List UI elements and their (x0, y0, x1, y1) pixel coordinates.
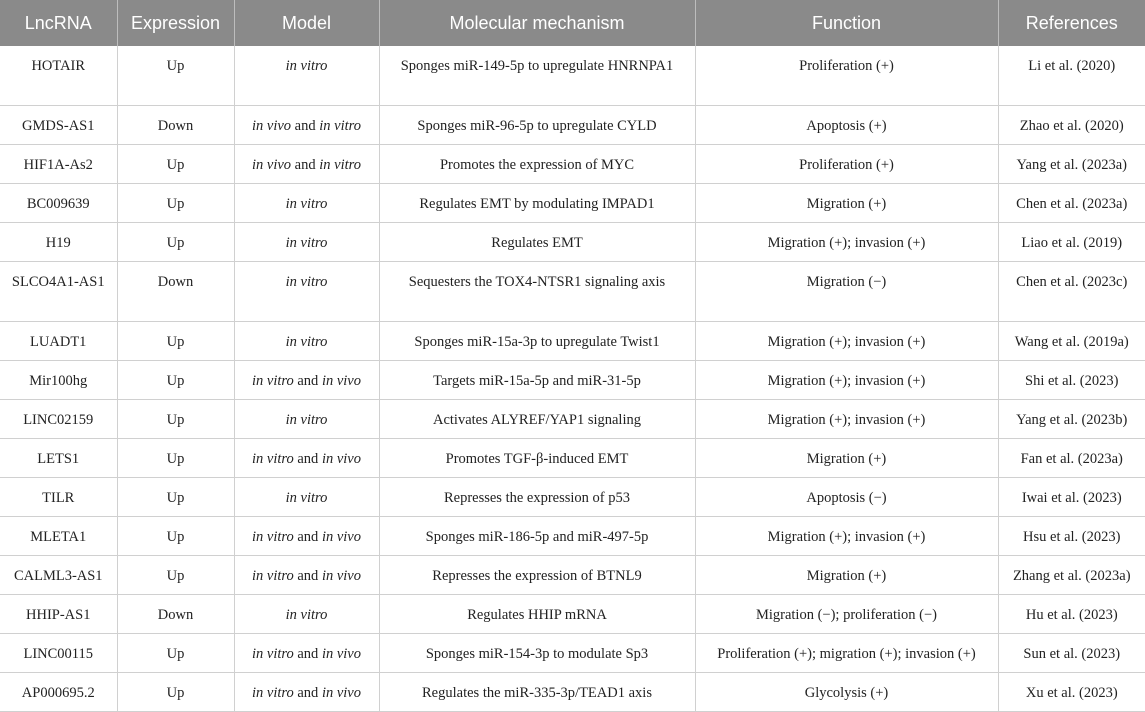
table-row (0, 517, 1145, 556)
model-connector: and (293, 373, 322, 389)
cell-lncrna: H19 (0, 223, 117, 262)
cell-model (234, 517, 379, 556)
cell-reference: Li et al. (2020) (998, 46, 1145, 106)
model-term: in vivo (251, 157, 292, 173)
table-row (0, 262, 1145, 322)
cell-model (234, 634, 379, 673)
cell-function: Proliferation (+) (695, 46, 998, 106)
cell-mechanism: Sequesters the TOX4-NTSR1 signaling axis (379, 262, 695, 322)
cell-lncrna: HOTAIR (0, 46, 117, 106)
cell-mechanism: Regulates EMT by modulating IMPAD1 (379, 184, 695, 223)
model-term: in vitro (251, 685, 294, 701)
cell-function: Migration (+); invasion (+) (695, 361, 998, 400)
cell-mechanism: Promotes TGF-β-induced EMT (379, 439, 695, 478)
cell-function: Migration (+) (695, 184, 998, 223)
cell-expression: Up (117, 556, 234, 595)
model-term: in vitro (251, 373, 294, 389)
cell-lncrna: SLCO4A1-AS1 (0, 262, 117, 322)
cell-lncrna: HIF1A-As2 (0, 145, 117, 184)
cell-model (234, 361, 379, 400)
model-term: in vivo (321, 529, 361, 545)
table-row (0, 673, 1145, 712)
model-term: in vitro (285, 412, 328, 428)
model-connector: and (293, 529, 322, 545)
cell-mechanism: Activates ALYREF/YAP1 signaling (379, 400, 695, 439)
header-lncrna: LncRNA (0, 0, 117, 46)
model-term: in vitro (319, 157, 361, 173)
cell-reference: Iwai et al. (2023) (998, 478, 1145, 517)
cell-expression: Up (117, 517, 234, 556)
cell-function: Migration (−) (695, 262, 998, 322)
cell-model (234, 262, 379, 322)
cell-model (234, 145, 379, 184)
cell-lncrna: LUADT1 (0, 322, 117, 361)
cell-expression: Up (117, 145, 234, 184)
cell-model (234, 184, 379, 223)
cell-model (234, 478, 379, 517)
cell-reference: Hu et al. (2023) (998, 595, 1145, 634)
cell-reference: Xu et al. (2023) (998, 673, 1145, 712)
cell-lncrna: BC009639 (0, 184, 117, 223)
model-connector: and (291, 118, 320, 134)
model-term: in vitro (285, 58, 328, 74)
model-term: in vitro (285, 334, 328, 350)
model-term: in vitro (251, 451, 294, 467)
cell-lncrna: LINC02159 (0, 400, 117, 439)
cell-mechanism: Promotes the expression of MYC (379, 145, 695, 184)
cell-expression: Up (117, 673, 234, 712)
cell-lncrna: AP000695.2 (0, 673, 117, 712)
cell-function: Migration (+) (695, 556, 998, 595)
cell-function: Apoptosis (+) (695, 106, 998, 145)
cell-mechanism: Represses the expression of BTNL9 (379, 556, 695, 595)
model-term: in vivo (321, 646, 361, 662)
table-row (0, 556, 1145, 595)
cell-reference: Liao et al. (2019) (998, 223, 1145, 262)
model-term: in vivo (251, 118, 292, 134)
table-row (0, 634, 1145, 673)
table-row (0, 223, 1145, 262)
cell-reference: Fan et al. (2023a) (998, 439, 1145, 478)
cell-expression: Up (117, 223, 234, 262)
model-connector: and (291, 157, 320, 173)
cell-mechanism: Sponges miR-96-5p to upregulate CYLD (379, 106, 695, 145)
cell-lncrna: MLETA1 (0, 517, 117, 556)
model-term: in vitro (251, 529, 294, 545)
cell-lncrna: LETS1 (0, 439, 117, 478)
cell-reference: Zhao et al. (2020) (998, 106, 1145, 145)
cell-expression: Up (117, 46, 234, 106)
cell-lncrna: HHIP-AS1 (0, 595, 117, 634)
cell-mechanism: Sponges miR-149-5p to upregulate HNRNPA1 (379, 46, 695, 106)
cell-lncrna: GMDS-AS1 (0, 106, 117, 145)
table-row (0, 439, 1145, 478)
header-function: Function (695, 0, 998, 46)
cell-function: Migration (−); proliferation (−) (695, 595, 998, 634)
cell-function: Apoptosis (−) (695, 478, 998, 517)
header-expression: Expression (117, 0, 234, 46)
cell-reference: Sun et al. (2023) (998, 634, 1145, 673)
cell-expression: Up (117, 439, 234, 478)
cell-reference: Shi et al. (2023) (998, 361, 1145, 400)
cell-function: Glycolysis (+) (695, 673, 998, 712)
cell-lncrna: CALML3-AS1 (0, 556, 117, 595)
cell-expression: Up (117, 361, 234, 400)
cell-expression: Down (117, 106, 234, 145)
cell-model (234, 322, 379, 361)
cell-mechanism: Sponges miR-186-5p and miR-497-5p (379, 517, 695, 556)
model-connector: and (293, 685, 322, 701)
cell-mechanism: Sponges miR-15a-3p to upregulate Twist1 (379, 322, 695, 361)
table-row (0, 595, 1145, 634)
cell-reference: Chen et al. (2023c) (998, 262, 1145, 322)
table-row (0, 478, 1145, 517)
cell-expression: Down (117, 262, 234, 322)
table-row (0, 106, 1145, 145)
table-row (0, 322, 1145, 361)
cell-model (234, 46, 379, 106)
model-term: in vivo (321, 373, 361, 389)
cell-mechanism: Represses the expression of p53 (379, 478, 695, 517)
cell-model (234, 400, 379, 439)
cell-expression: Up (117, 400, 234, 439)
model-connector: and (293, 646, 322, 662)
cell-mechanism: Regulates EMT (379, 223, 695, 262)
model-term: in vitro (285, 607, 328, 623)
table-row (0, 46, 1145, 106)
cell-reference: Zhang et al. (2023a) (998, 556, 1145, 595)
table-row (0, 184, 1145, 223)
cell-model (234, 223, 379, 262)
cell-reference: Yang et al. (2023a) (998, 145, 1145, 184)
cell-mechanism: Sponges miR-154-3p to modulate Sp3 (379, 634, 695, 673)
table-row (0, 145, 1145, 184)
model-term: in vitro (251, 646, 294, 662)
cell-function: Proliferation (+) (695, 145, 998, 184)
header-references: References (998, 0, 1145, 46)
model-term: in vitro (251, 568, 294, 584)
cell-expression: Up (117, 478, 234, 517)
cell-function: Migration (+); invasion (+) (695, 223, 998, 262)
cell-expression: Up (117, 634, 234, 673)
cell-function: Migration (+); invasion (+) (695, 400, 998, 439)
cell-function: Proliferation (+); migration (+); invasion (+) (695, 634, 998, 673)
header-model: Model (234, 0, 379, 46)
cell-expression: Up (117, 322, 234, 361)
header-row (0, 0, 1145, 46)
cell-mechanism: Regulates the miR-335-3p/TEAD1 axis (379, 673, 695, 712)
cell-reference: Chen et al. (2023a) (998, 184, 1145, 223)
model-term: in vivo (321, 451, 361, 467)
table-row (0, 400, 1145, 439)
cell-model (234, 439, 379, 478)
model-connector: and (293, 568, 322, 584)
cell-function: Migration (+) (695, 439, 998, 478)
table-row (0, 361, 1145, 400)
cell-mechanism: Regulates HHIP mRNA (379, 595, 695, 634)
header-molecular-mechanism: Molecular mechanism (379, 0, 695, 46)
cell-expression: Down (117, 595, 234, 634)
cell-reference: Wang et al. (2019a) (998, 322, 1145, 361)
cell-lncrna: TILR (0, 478, 117, 517)
cell-lncrna: Mir100hg (0, 361, 117, 400)
cell-reference: Yang et al. (2023b) (998, 400, 1145, 439)
model-connector: and (293, 451, 322, 467)
cell-model (234, 673, 379, 712)
cell-model (234, 556, 379, 595)
model-term: in vivo (321, 568, 361, 584)
cell-expression: Up (117, 184, 234, 223)
cell-function: Migration (+); invasion (+) (695, 517, 998, 556)
model-term: in vitro (285, 196, 328, 212)
model-term: in vitro (285, 490, 328, 506)
cell-model (234, 106, 379, 145)
cell-function: Migration (+); invasion (+) (695, 322, 998, 361)
cell-lncrna: LINC00115 (0, 634, 117, 673)
cell-reference: Hsu et al. (2023) (998, 517, 1145, 556)
model-term: in vivo (321, 685, 361, 701)
model-term: in vitro (319, 118, 361, 134)
cell-model (234, 595, 379, 634)
cell-mechanism: Targets miR-15a-5p and miR-31-5p (379, 361, 695, 400)
model-term: in vitro (285, 235, 328, 251)
model-term: in vitro (285, 274, 328, 290)
